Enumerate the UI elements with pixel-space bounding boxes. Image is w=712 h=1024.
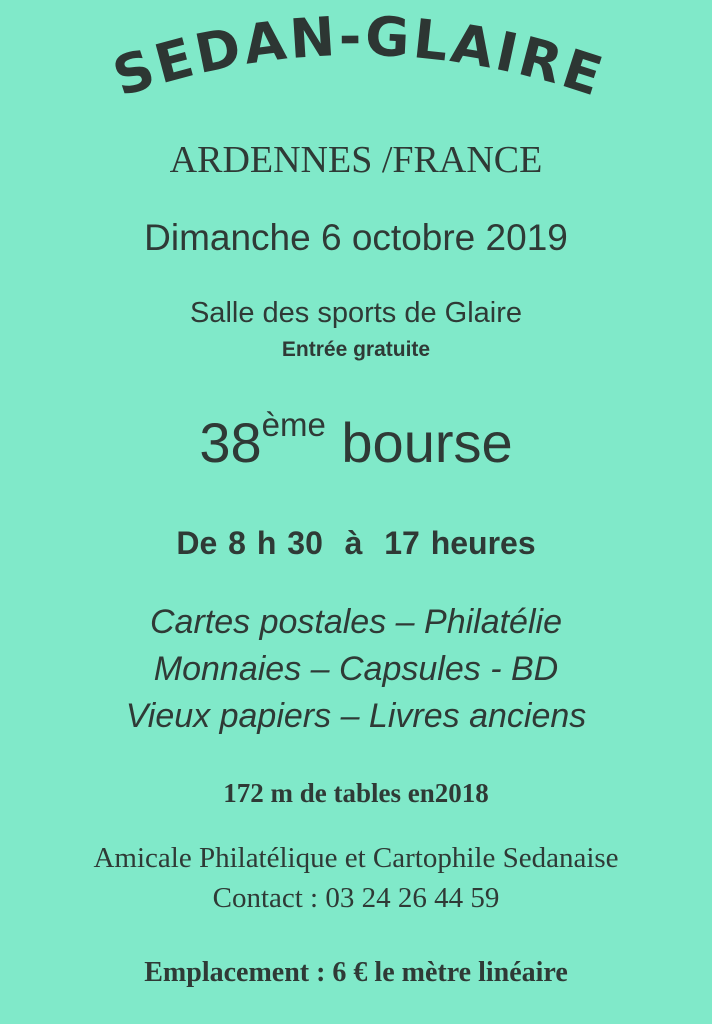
region-line: ARDENNES /FRANCE [169,139,543,181]
venue-line: Salle des sports de Glaire [189,297,523,329]
emplacement-line: Emplacement : 6 € le mètre linéaire [144,957,568,988]
title-arc [0,0,712,130]
opening-hours: De 8 h 30 à 17 heures [176,525,536,561]
event-date: Dimanche 6 octobre 2019 [144,217,568,258]
category-line: Vieux papiers – Livres anciens [125,697,587,735]
edition-suffix: ème [261,406,326,444]
flyer-title [106,5,612,109]
category-line: Monnaies – Capsules - BD [153,650,559,688]
club-name: Amicale Philatélique et Cartophile Sedanaise [93,842,619,874]
edition-number: 38 [199,411,262,474]
entry-line: Entrée gratuite [281,338,431,361]
flyer-title-text: SEDAN-GLAIRE [105,4,613,110]
category-line: Cartes postales – Philatélie [149,603,562,641]
edition-word: bourse [341,411,513,474]
contact-line: Contact : 03 24 26 44 59 [212,882,500,914]
edition-heading [0,406,712,475]
tables-line: 172 m de tables en2018 [223,778,489,808]
